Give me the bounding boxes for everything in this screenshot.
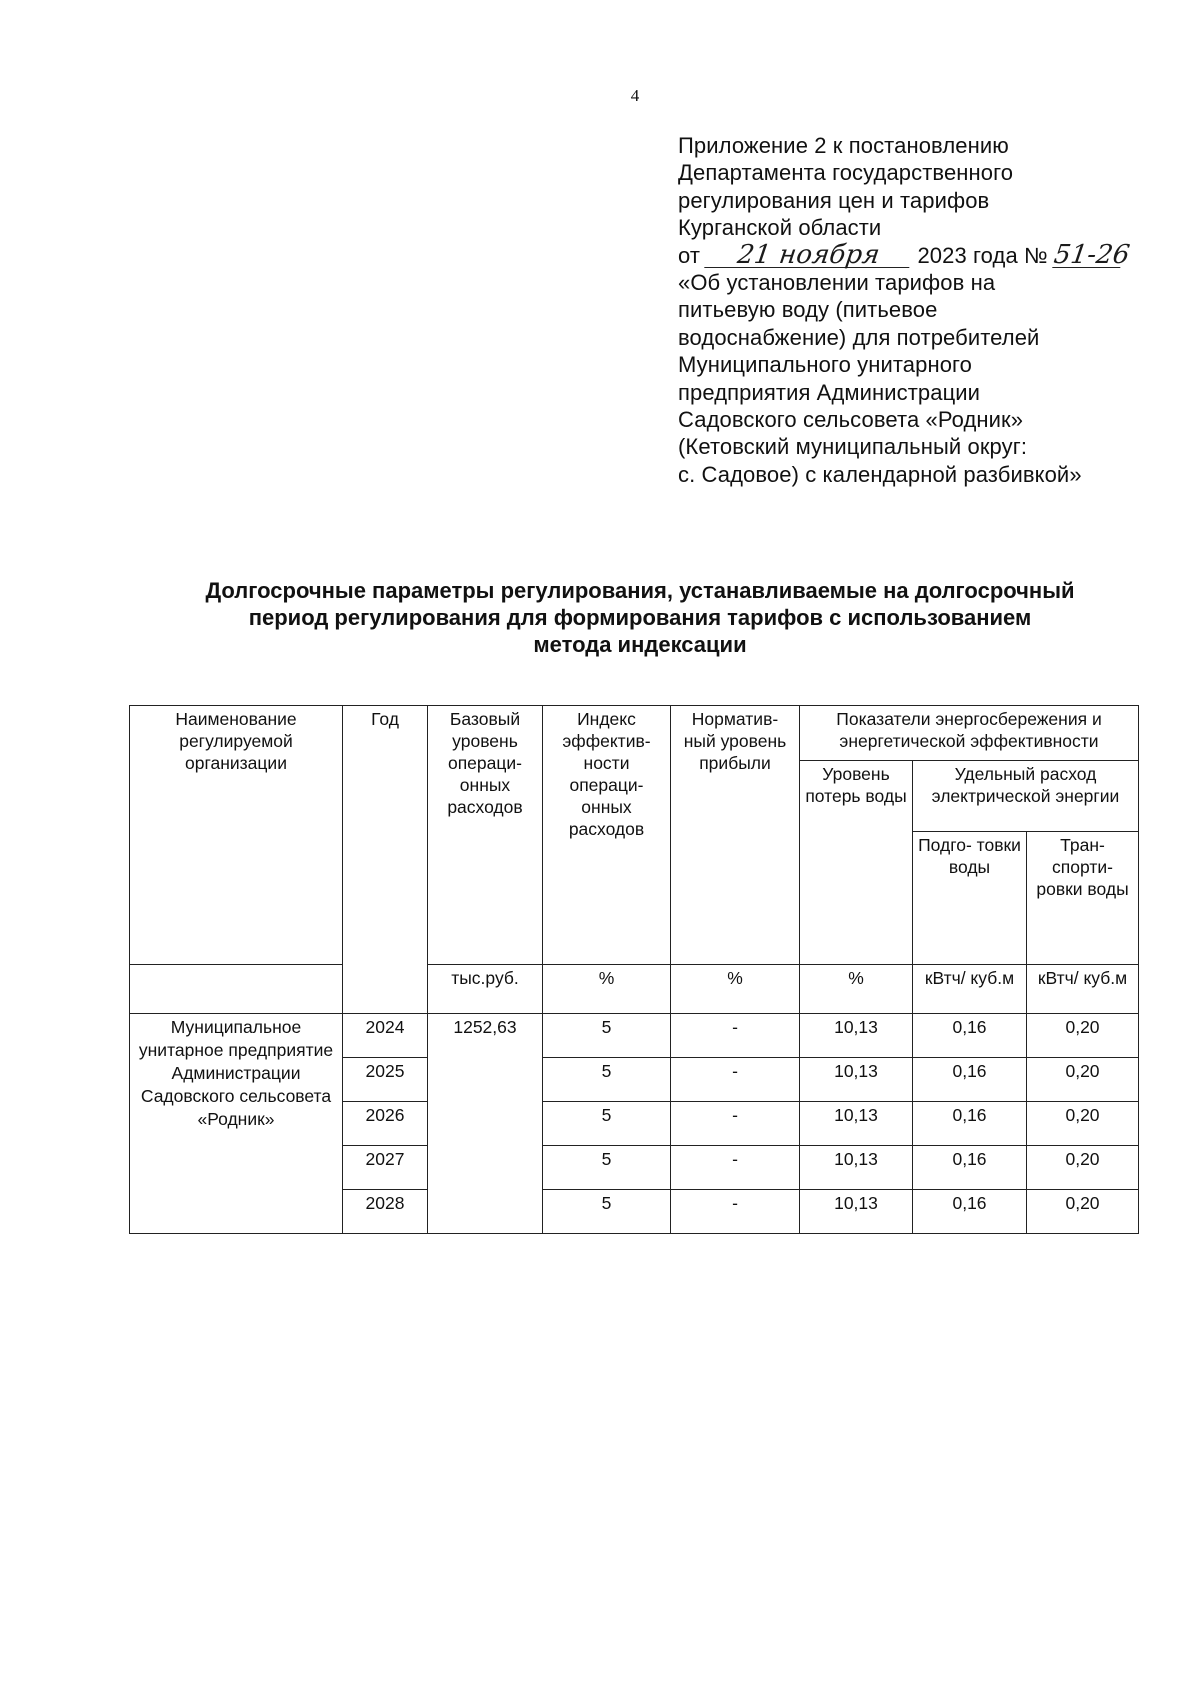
cell-loss: 10,13 (800, 1058, 913, 1102)
header-year: Год (343, 706, 428, 1014)
appendix-line: Департамента государственного (678, 160, 1014, 186)
cell-profit: - (671, 1102, 800, 1146)
appendix-title-line: Садовского сельсовета «Родник» (678, 407, 1024, 433)
cell-preparation: 0,16 (913, 1146, 1027, 1190)
table-row (130, 1014, 1139, 1058)
header-efficiency-index: Индекс эффектив- ности операци- онных расходов (543, 706, 671, 965)
cell-index: 5 (543, 1058, 671, 1102)
cell-loss: 10,13 (800, 1014, 913, 1058)
appendix-title-line: водоснабжение) для потребителей (678, 324, 1040, 350)
appendix-title-line: «Об установлении тарифов на (678, 270, 996, 296)
cell-transport: 0,20 (1027, 1058, 1139, 1102)
parameters-table (129, 705, 1139, 1234)
appendix-title-line: Муниципального унитарного (678, 352, 973, 378)
document-heading (120, 577, 1160, 658)
heading-line: Долгосрочные параметры регулирования, устанавливаемые на долгосрочный (205, 578, 1075, 603)
handwritten-date: 21 ноября (704, 243, 913, 268)
appendix-title-line: с. Садовое) с календарной разбивкой» (678, 461, 1082, 487)
header-base-level: Базовый уровень операци- онных расходов (428, 706, 543, 965)
appendix-line: Приложение 2 к постановлению (678, 133, 1009, 158)
unit-transport: кВтч/ куб.м (1027, 965, 1139, 1014)
cell-year: 2027 (343, 1146, 428, 1190)
cell-profit: - (671, 1146, 800, 1190)
cell-base-value: 1252,63 (428, 1014, 543, 1234)
cell-year: 2025 (343, 1058, 428, 1102)
cell-preparation: 0,16 (913, 1014, 1027, 1058)
cell-profit: - (671, 1190, 800, 1234)
appendix-date-line (678, 239, 1158, 270)
cell-preparation: 0,16 (913, 1102, 1027, 1146)
cell-profit: - (671, 1014, 800, 1058)
header-preparation: Подго- товки воды (913, 832, 1027, 965)
header-org-name: Наименование регулируемой организации (130, 706, 343, 965)
cell-index: 5 (543, 1146, 671, 1190)
cell-index: 5 (543, 1190, 671, 1234)
header-power-group: Удельный расход электрической энергии (913, 761, 1139, 832)
unit-preparation: кВтч/ куб.м (913, 965, 1027, 1014)
cell-transport: 0,20 (1027, 1146, 1139, 1190)
cell-index: 5 (543, 1014, 671, 1058)
cell-transport: 0,20 (1027, 1102, 1139, 1146)
cell-transport: 0,20 (1027, 1014, 1139, 1058)
header-transport: Тран- спорти- ровки воды (1027, 832, 1139, 965)
header-water-loss: Уровень потерь воды (800, 761, 913, 965)
appendix-line: Курганской области (678, 215, 882, 241)
cell-year: 2024 (343, 1014, 428, 1058)
cell-loss: 10,13 (800, 1102, 913, 1146)
unit-efficiency-index: % (543, 965, 671, 1014)
page-number: 4 (630, 86, 640, 105)
header-profit-norm: Норматив- ный уровень прибыли (671, 706, 800, 965)
cell-transport: 0,20 (1027, 1190, 1139, 1234)
cell-index: 5 (543, 1102, 671, 1146)
cell-loss: 10,13 (800, 1146, 913, 1190)
cell-year: 2026 (343, 1102, 428, 1146)
cell-preparation: 0,16 (913, 1058, 1027, 1102)
appendix-line: регулирования цен и тарифов (678, 187, 990, 213)
date-prefix: от (678, 242, 701, 268)
appendix-title-line: (Кетовский муниципальный округ: (678, 434, 1028, 460)
cell-year: 2028 (343, 1190, 428, 1234)
appendix-title-line: предприятия Администрации (678, 379, 981, 405)
cell-preparation: 0,16 (913, 1190, 1027, 1234)
cell-loss: 10,13 (800, 1190, 913, 1234)
unit-water-loss: % (800, 965, 913, 1014)
appendix-block (678, 132, 1158, 488)
cell-profit: - (671, 1058, 800, 1102)
organization-name: Муниципальное унитарное предприятие Администрации Садовского сельсовета «Родник» (130, 1014, 343, 1234)
heading-line: метода индексации (533, 632, 747, 657)
appendix-title-line: питьевую воду (питьевое (678, 297, 938, 323)
unit-base-level: тыс.руб. (428, 965, 543, 1014)
handwritten-number: 51-26 (1051, 239, 1132, 270)
header-energy-group: Показатели энергосбережения и энергетической эффективности (800, 706, 1139, 761)
unit-empty (130, 965, 343, 1014)
heading-line: период регулирования для формирования тарифов с использованием (248, 605, 1032, 630)
unit-profit-norm: % (671, 965, 800, 1014)
year-text: 2023 года № (917, 242, 1048, 268)
